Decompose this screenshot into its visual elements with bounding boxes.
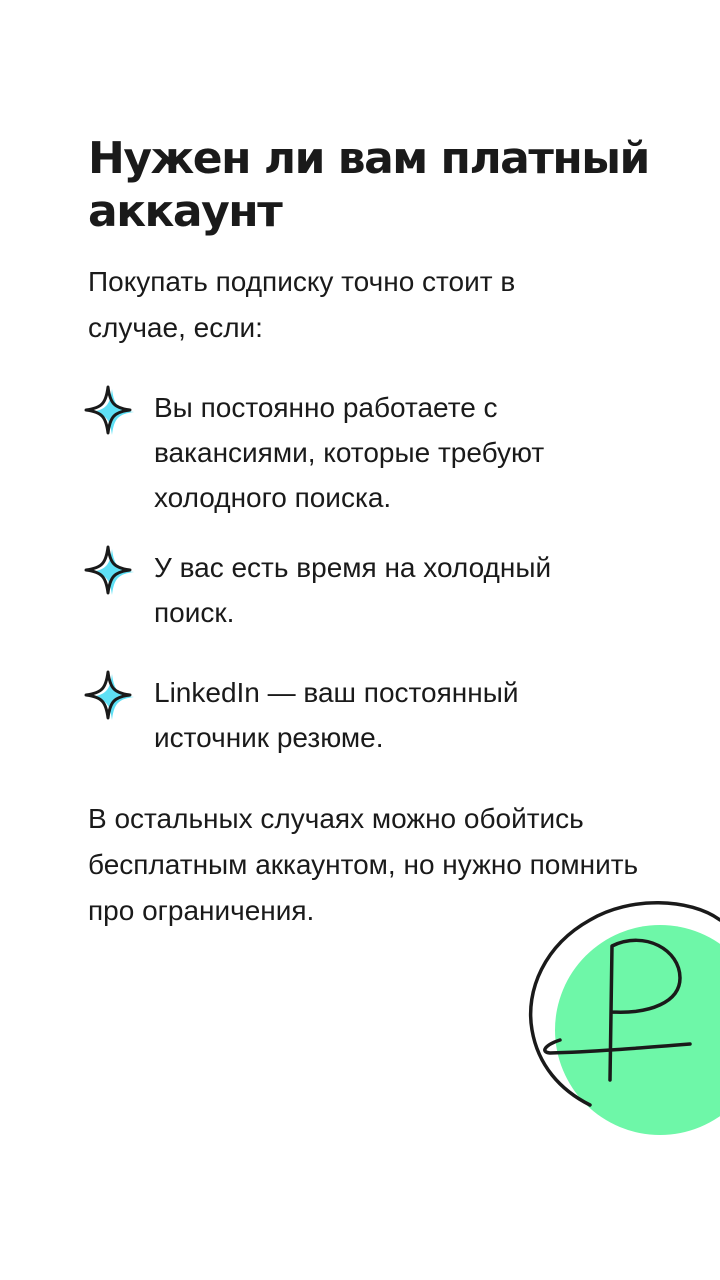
outro-text: В остальных случаях можно обойтись бесплатным аккаунтом, но нужно помнить про ограничения. [88,803,639,926]
ruble-icon [520,890,720,1150]
sparkle-icon [82,385,138,441]
list-item-text: Вы постоянно работаете с вакансиями, которые требуют холодного поиска. [154,392,545,513]
page-title: Нужен ли вам платный аккаунт [88,133,649,237]
list-item-text: LinkedIn — ваш постоянный источник резюме. [154,677,519,753]
sparkle-icon [82,670,138,726]
intro-text: Покупать подписку точно стоит в случае, если: [88,266,516,343]
sparkle-icon [82,545,138,601]
decor-green-circle [555,925,720,1135]
list-item-text: У вас есть время на холодный поиск. [154,552,552,628]
